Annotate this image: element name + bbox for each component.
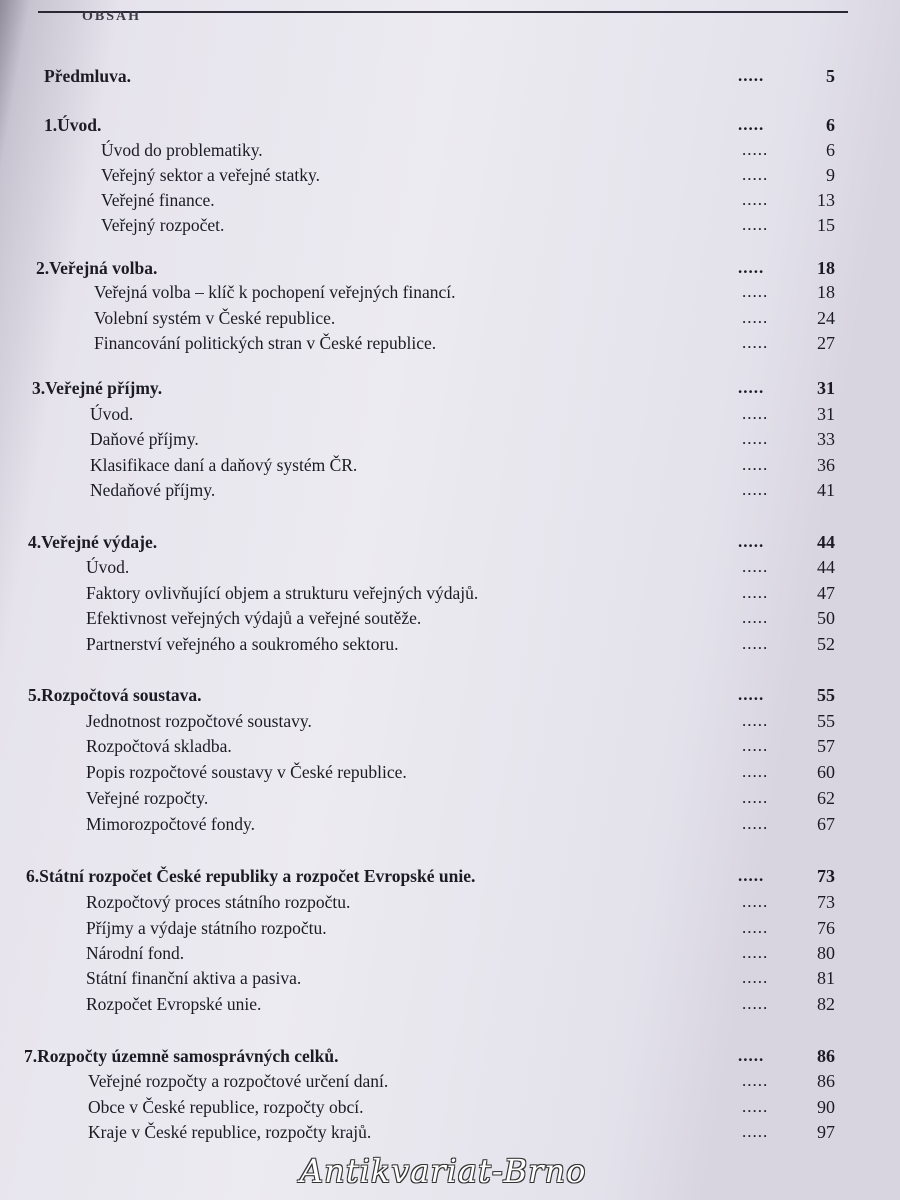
toc-page-number: 86 bbox=[817, 1046, 835, 1066]
toc-leader-dots: ..... bbox=[738, 532, 765, 551]
toc-section-row bbox=[0, 404, 900, 428]
toc-page-number: 5 bbox=[826, 66, 835, 86]
toc-leader-dots: ..... bbox=[742, 308, 769, 327]
toc-page-number: 31 bbox=[817, 378, 835, 398]
toc-leader-dots: ..... bbox=[742, 165, 769, 184]
toc-entry-title: Rozpočtová skladba. bbox=[86, 736, 232, 756]
toc-entry-title: Národní fond. bbox=[86, 943, 185, 963]
toc-section-row bbox=[0, 583, 900, 607]
toc-page-number: 36 bbox=[817, 455, 835, 475]
toc-page-number: 18 bbox=[817, 258, 835, 278]
toc-entry-title: Veřejné rozpočty. bbox=[86, 788, 209, 808]
contents-heading: OBSAH bbox=[82, 9, 142, 24]
toc-leader-dots: ..... bbox=[742, 557, 769, 576]
toc-chapter-row bbox=[0, 685, 900, 709]
toc-leader-dots: ..... bbox=[742, 918, 769, 937]
toc-section-row bbox=[0, 968, 900, 992]
toc-leader-dots: ..... bbox=[742, 1097, 769, 1116]
toc-chapter-row bbox=[0, 378, 900, 402]
toc-page-number: 97 bbox=[817, 1122, 835, 1142]
toc-entry-title: 5.Rozpočtová soustava. bbox=[28, 685, 202, 705]
toc-entry-title: Rozpočet Evropské unie. bbox=[86, 994, 262, 1014]
toc-entry-title: Úvod. bbox=[86, 557, 130, 577]
toc-page-number: 44 bbox=[817, 557, 835, 577]
toc-entry-title: Partnerství veřejného a soukromého sektoru. bbox=[86, 634, 399, 654]
toc-page-number: 6 bbox=[826, 140, 835, 160]
toc-page-number: 6 bbox=[826, 115, 835, 135]
toc-leader-dots: ..... bbox=[738, 685, 765, 704]
toc-entry-title: 1.Úvod. bbox=[44, 115, 102, 135]
toc-page-number: 55 bbox=[817, 685, 835, 705]
toc-leader-dots: ..... bbox=[738, 866, 765, 885]
toc-entry-title: Obce v České republice, rozpočty obcí. bbox=[88, 1097, 364, 1117]
toc-entry-title: Faktory ovlivňující objem a strukturu veřejných výdajů. bbox=[86, 583, 479, 603]
toc-entry-title: Volební systém v České republice. bbox=[94, 308, 336, 328]
toc-entry-title: Rozpočtový proces státního rozpočtu. bbox=[86, 892, 351, 912]
toc-entry-title: 7.Rozpočty územně samosprávných celků. bbox=[24, 1046, 339, 1066]
toc-entry-title: 2.Veřejná volba. bbox=[36, 258, 158, 278]
toc-section-row bbox=[0, 557, 900, 581]
toc-page-number: 31 bbox=[817, 404, 835, 424]
toc-leader-dots: ..... bbox=[742, 814, 769, 833]
toc-page-number: 18 bbox=[817, 282, 835, 302]
toc-leader-dots: ..... bbox=[742, 634, 769, 653]
toc-leader-dots: ..... bbox=[742, 943, 769, 962]
toc-leader-dots: ..... bbox=[742, 762, 769, 781]
toc-section-row bbox=[0, 1071, 900, 1095]
toc-leader-dots: ..... bbox=[742, 583, 769, 602]
toc-page-number: 73 bbox=[817, 892, 835, 912]
toc-section-row bbox=[0, 215, 900, 239]
toc-leader-dots: ..... bbox=[742, 455, 769, 474]
toc-entry-title: Úvod do problematiky. bbox=[101, 140, 263, 160]
toc-entry-title: Nedaňové příjmy. bbox=[90, 480, 216, 500]
watermark: Antikvariat-Brno bbox=[300, 1152, 587, 1190]
toc-leader-dots: ..... bbox=[742, 333, 769, 352]
toc-section-row bbox=[0, 1097, 900, 1121]
toc-entry-title: Veřejné rozpočty a rozpočtové určení daní. bbox=[88, 1071, 389, 1091]
toc-entry-title: Státní finanční aktiva a pasiva. bbox=[86, 968, 302, 988]
toc-chapter-row bbox=[0, 1046, 900, 1070]
toc-page-number: 57 bbox=[817, 736, 835, 756]
toc-section-row bbox=[0, 788, 900, 812]
toc-page-number: 13 bbox=[817, 190, 835, 210]
toc-section-row bbox=[0, 455, 900, 479]
toc-section-row bbox=[0, 814, 900, 838]
toc-entry-title: Jednotnost rozpočtové soustavy. bbox=[86, 711, 312, 731]
toc-section-row bbox=[0, 762, 900, 786]
toc-section-row bbox=[0, 190, 900, 214]
toc-page-number: 15 bbox=[817, 215, 835, 235]
toc-entry-title: Úvod. bbox=[90, 404, 134, 424]
toc-leader-dots: ..... bbox=[742, 994, 769, 1013]
toc-leader-dots: ..... bbox=[742, 608, 769, 627]
toc-page-number: 82 bbox=[817, 994, 835, 1014]
toc-chapter-row bbox=[0, 866, 900, 890]
toc-page-number: 47 bbox=[817, 583, 835, 603]
toc-page-number: 41 bbox=[817, 480, 835, 500]
toc-section-row bbox=[0, 308, 900, 332]
toc-page-number: 90 bbox=[817, 1097, 835, 1117]
toc-entry-title: 4.Veřejné výdaje. bbox=[28, 532, 158, 552]
toc-leader-dots: ..... bbox=[742, 736, 769, 755]
toc-page-number: 44 bbox=[817, 532, 835, 552]
toc-entry-title: Příjmy a výdaje státního rozpočtu. bbox=[86, 918, 327, 938]
toc-section-row bbox=[0, 711, 900, 735]
toc-page-number: 67 bbox=[817, 814, 835, 834]
toc-section-row bbox=[0, 918, 900, 942]
toc-leader-dots: ..... bbox=[738, 258, 765, 277]
toc-section-row bbox=[0, 333, 900, 357]
toc-leader-dots: ..... bbox=[742, 968, 769, 987]
toc-section-row bbox=[0, 608, 900, 632]
toc-page-number: 33 bbox=[817, 429, 835, 449]
toc-section-row bbox=[0, 282, 900, 306]
toc-leader-dots: ..... bbox=[738, 1046, 765, 1065]
toc-leader-dots: ..... bbox=[742, 190, 769, 209]
toc-leader-dots: ..... bbox=[738, 66, 765, 85]
toc-section-row bbox=[0, 429, 900, 453]
toc-chapter-row bbox=[0, 115, 900, 139]
toc-entry-title: 3.Veřejné příjmy. bbox=[32, 378, 163, 398]
toc-entry-title: Kraje v České republice, rozpočty krajů. bbox=[88, 1122, 372, 1142]
toc-page-number: 60 bbox=[817, 762, 835, 782]
toc-entry-title: Popis rozpočtové soustavy v České republice. bbox=[86, 762, 407, 782]
toc-entry-title: Financování politických stran v České republice. bbox=[94, 333, 437, 353]
toc-page-number: 86 bbox=[817, 1071, 835, 1091]
toc-chapter-row bbox=[0, 258, 900, 282]
toc-leader-dots: ..... bbox=[738, 378, 765, 397]
toc-section-row bbox=[0, 736, 900, 760]
toc-page-number: 62 bbox=[817, 788, 835, 808]
toc-entry-title: Efektivnost veřejných výdajů a veřejné soutěže. bbox=[86, 608, 422, 628]
toc-entry-title: Veřejná volba – klíč k pochopení veřejných financí. bbox=[94, 282, 456, 302]
toc-page-number: 73 bbox=[817, 866, 835, 886]
toc-entry-title: 6.Státní rozpočet České republiky a rozpočet Evropské unie. bbox=[26, 866, 476, 886]
toc-section-row bbox=[0, 994, 900, 1018]
toc-page-number: 24 bbox=[817, 308, 835, 328]
toc-section-row bbox=[0, 634, 900, 658]
toc-section-row bbox=[0, 480, 900, 504]
toc-leader-dots: ..... bbox=[738, 115, 765, 134]
toc-entry-title: Klasifikace daní a daňový systém ČR. bbox=[90, 455, 358, 475]
toc-leader-dots: ..... bbox=[742, 788, 769, 807]
toc-section-row bbox=[0, 943, 900, 967]
toc-page-number: 81 bbox=[817, 968, 835, 988]
toc-section-row bbox=[0, 892, 900, 916]
toc-page-number: 76 bbox=[817, 918, 835, 938]
toc-leader-dots: ..... bbox=[742, 892, 769, 911]
toc-leader-dots: ..... bbox=[742, 1071, 769, 1090]
toc-section-row bbox=[0, 165, 900, 189]
toc-leader-dots: ..... bbox=[742, 404, 769, 423]
toc-section-row bbox=[0, 140, 900, 164]
toc-entry-title: Veřejný sektor a veřejné statky. bbox=[101, 165, 320, 185]
toc-leader-dots: ..... bbox=[742, 1122, 769, 1141]
toc-entry-title: Veřejné finance. bbox=[101, 190, 215, 210]
toc-chapter-row bbox=[0, 532, 900, 556]
toc-page-number: 9 bbox=[826, 165, 835, 185]
toc-section-row bbox=[0, 1122, 900, 1146]
toc-chapter-row bbox=[0, 66, 900, 90]
toc-page-number: 52 bbox=[817, 634, 835, 654]
toc-leader-dots: ..... bbox=[742, 429, 769, 448]
toc-entry-title: Daňové příjmy. bbox=[90, 429, 199, 449]
toc-page-number: 27 bbox=[817, 333, 835, 353]
toc-page-number: 55 bbox=[817, 711, 835, 731]
toc-leader-dots: ..... bbox=[742, 282, 769, 301]
toc-leader-dots: ..... bbox=[742, 140, 769, 159]
toc-leader-dots: ..... bbox=[742, 711, 769, 730]
toc-page-number: 50 bbox=[817, 608, 835, 628]
toc-entry-title: Veřejný rozpočet. bbox=[101, 215, 225, 235]
toc-entry-title: Předmluva. bbox=[44, 66, 132, 86]
toc-entry-title: Mimorozpočtové fondy. bbox=[86, 814, 255, 834]
toc-leader-dots: ..... bbox=[742, 215, 769, 234]
toc-leader-dots: ..... bbox=[742, 480, 769, 499]
toc-page-number: 80 bbox=[817, 943, 835, 963]
